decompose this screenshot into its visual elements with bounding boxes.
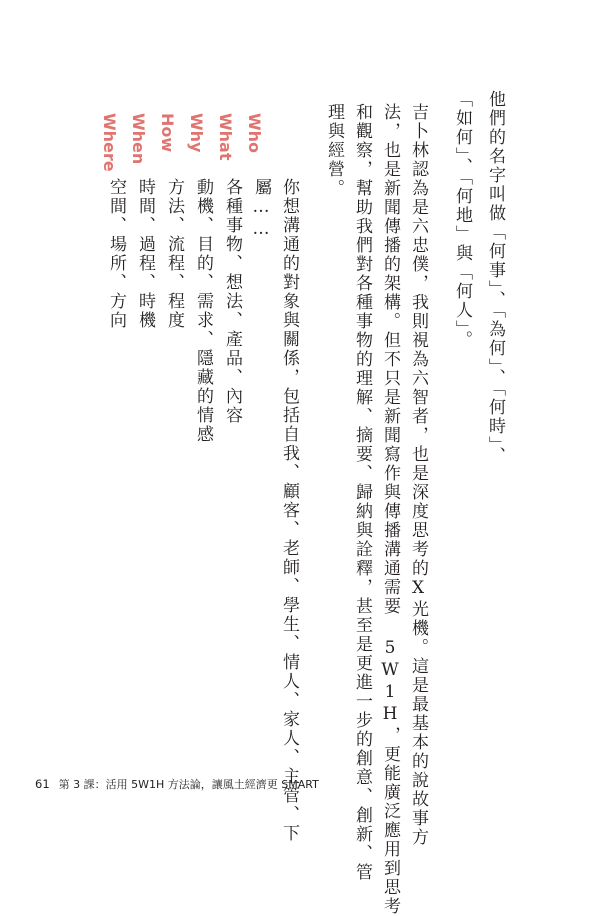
- label-where: Where: [100, 113, 119, 172]
- label-how: How: [158, 113, 177, 153]
- page-number: 61: [35, 777, 50, 791]
- definition-when: 時間、過程、時機: [135, 178, 155, 330]
- chapter-title: 第 3 課：活用 5W1H 方法論，讓風土經濟更 SMART: [58, 778, 319, 791]
- definition-what: 各種事物、想法、產品、內容: [222, 178, 242, 425]
- page-footer: [35, 776, 319, 792]
- definition-how: 方法、流程、程度: [164, 178, 184, 330]
- definition-why: 動機、目的、需求、隱藏的情感: [193, 178, 213, 444]
- definition-who-cont: 屬……: [251, 178, 271, 241]
- paragraph-line-3: 和觀察，幫助我們對各種事物的理解、摘要、歸納與詮釋，甚至是更進一步的創意、創新、管: [352, 103, 372, 882]
- poem-line-2: 「如何」、「何地」與「何人」。: [452, 90, 472, 350]
- paragraph-line-2: 法，也是新聞傳播的架構。但不只是新聞寫作與傳播溝通需要 5W1H，更能廣泛應用到思考: [380, 103, 400, 916]
- poem-line-1: 他們的名字叫做「何事」、「為何」、「何時」、: [485, 90, 505, 466]
- label-what: What: [216, 113, 235, 161]
- label-when: When: [129, 113, 148, 165]
- paragraph-line-4: 理與經營。: [324, 103, 344, 198]
- definition-where: 空間、場所、方向: [106, 178, 126, 330]
- label-who: Who: [245, 113, 264, 154]
- paragraph-line-1: 吉卜林認為是六忠僕，我則視為六智者，也是深度思考的X光機。這是最基本的說故事方: [408, 103, 428, 847]
- label-why: Why: [187, 113, 206, 153]
- definition-who: 你想溝通的對象與關係，包括自我、顧客、老師、學生、情人、家人、主管、下: [279, 178, 299, 843]
